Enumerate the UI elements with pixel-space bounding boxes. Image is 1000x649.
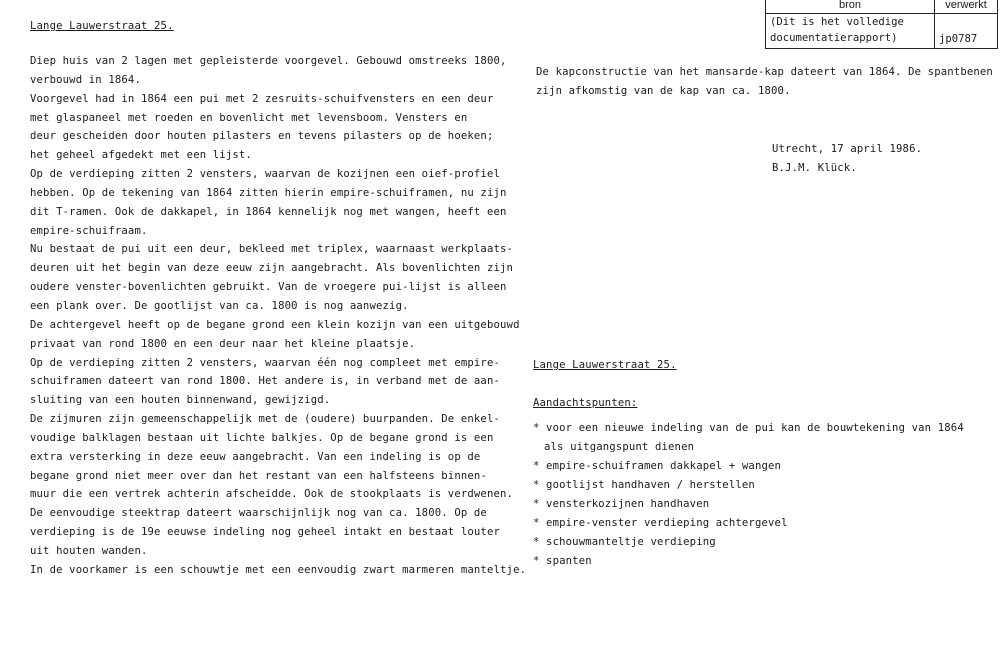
body-line: voudige balklagen bestaan uit lichte balkjes. Op de begane grond is een xyxy=(30,431,494,444)
list-item-continuation: als uitgangspunt dienen xyxy=(544,441,695,453)
left-column xyxy=(30,20,527,580)
place-date: Utrecht, 17 april 1986. xyxy=(772,143,923,155)
body-line: In de voorkamer is een schouwtje met een eenvoudig zwart marmeren manteltje. xyxy=(30,563,527,576)
body-line: deur gescheiden door houten pilasters en tevens pilasters op de hoeken; xyxy=(30,130,494,143)
body-line: begane grond niet meer over dan het restant van een halfsteens binnen- xyxy=(30,469,487,482)
body-line: verdieping is de 19e eeuwse indeling nog geheel intakt en bestaat louter xyxy=(30,526,501,539)
body-line: verbouwd in 1864. xyxy=(30,73,141,86)
stamp-bron-value xyxy=(766,14,935,49)
attention-list xyxy=(533,419,993,571)
kap-paragraph xyxy=(536,63,996,101)
attention-section xyxy=(533,356,993,571)
body-line: extra versterking in deze eeuw aangebracht. Van een indeling is op de xyxy=(30,450,481,463)
body-line: uit houten wanden. xyxy=(30,544,148,557)
list-item: * spanten xyxy=(533,555,592,567)
body-line: schuiframen dateert van rond 1800. Het andere is, in verband met de aan- xyxy=(30,375,501,388)
left-title: Lange Lauwerstraat 25. xyxy=(30,20,174,32)
list-item: * empire-schuiframen dakkapel + wangen xyxy=(533,460,782,472)
body-line: Nu bestaat de pui uit een deur, bekleed met triplex, waarnaast werkplaats- xyxy=(30,243,514,256)
body-line: Op de verdieping zitten 2 vensters, waarvan de kozijnen een oief-profiel xyxy=(30,168,501,181)
body-line: muur die een vertrek achterin afscheidde. Ook de stookplaats is verdwenen. xyxy=(30,488,514,501)
left-body xyxy=(30,52,527,580)
list-item: * gootlijst handhaven / herstellen xyxy=(533,479,755,491)
kap-line: De kapconstructie van het mansarde-kap dateert van 1864. De spantbenen xyxy=(536,66,993,78)
body-line: een plank over. De gootlijst van ca. 1800 is nog aanwezig. xyxy=(30,299,409,312)
stamp-verwerkt-value: jp0787 xyxy=(935,14,998,49)
body-line: Op de verdieping zitten 2 vensters, waarvan één nog compleet met empire- xyxy=(30,356,501,369)
stamp-header-bron: bron xyxy=(766,0,935,14)
body-line: oudere venster-bovenlichten gebruikt. Van de vroegere pui-lijst is alleen xyxy=(30,281,507,294)
attention-title: Lange Lauwerstraat 25. xyxy=(533,359,677,371)
body-line: De achtergevel heeft op de begane grond een klein kozijn van een uitgebouwd xyxy=(30,318,520,331)
list-item: * schouwmanteltje verdieping xyxy=(533,536,716,548)
body-line: sluiting van een houten binnenwand, gewijzigd. xyxy=(30,394,331,407)
list-item: * voor een nieuwe indeling van de pui kan de bouwtekening van 1864 xyxy=(533,422,964,434)
body-line: met glaspaneel met roeden en bovenlicht met levensboom. Vensters en xyxy=(30,111,468,124)
stamp-header-verwerkt: verwerkt xyxy=(935,0,998,14)
body-line: hebben. Op de tekening van 1864 zitten hierin empire-schuiframen, nu zijn xyxy=(30,186,507,199)
stamp-bron-line-1: (Dit is het volledige xyxy=(770,16,904,28)
body-line: dit T-ramen. Ook de dakkapel, in 1864 kennelijk nog met wangen, heeft een xyxy=(30,205,507,218)
body-line: Voorgevel had in 1864 een pui met 2 zesruits-schuifvensters en een deur xyxy=(30,92,494,105)
attention-heading: Aandachtspunten: xyxy=(533,397,638,409)
body-line: empire-schuifraam. xyxy=(30,224,148,237)
body-line: Diep huis van 2 lagen met gepleisterde voorgevel. Gebouwd omstreeks 1800, xyxy=(30,55,507,67)
list-item: * empire-venster verdieping achtergevel xyxy=(533,517,788,529)
list-item: * vensterkozijnen handhaven xyxy=(533,498,710,510)
stamp-table xyxy=(765,0,998,49)
author-name: B.J.M. Klück. xyxy=(772,162,857,174)
body-line: De zijmuren zijn gemeenschappelijk met de (oudere) buurpanden. De enkel- xyxy=(30,413,501,426)
body-line: deuren uit het begin van deze eeuw zijn aangebracht. Als bovenlichten zijn xyxy=(30,262,514,275)
stamp-bron-line-2: documentatierapport) xyxy=(770,32,898,44)
body-line: De eenvoudige steektrap dateert waarschijnlijk nog van ca. 1800. Op de xyxy=(30,507,487,520)
body-line: het geheel afgedekt met een lijst. xyxy=(30,149,252,162)
signature-block xyxy=(772,140,922,178)
body-line: privaat van rond 1800 en een deur naar het kleine plaatsje. xyxy=(30,337,416,350)
kap-line: zijn afkomstig van de kap van ca. 1800. xyxy=(536,85,791,97)
